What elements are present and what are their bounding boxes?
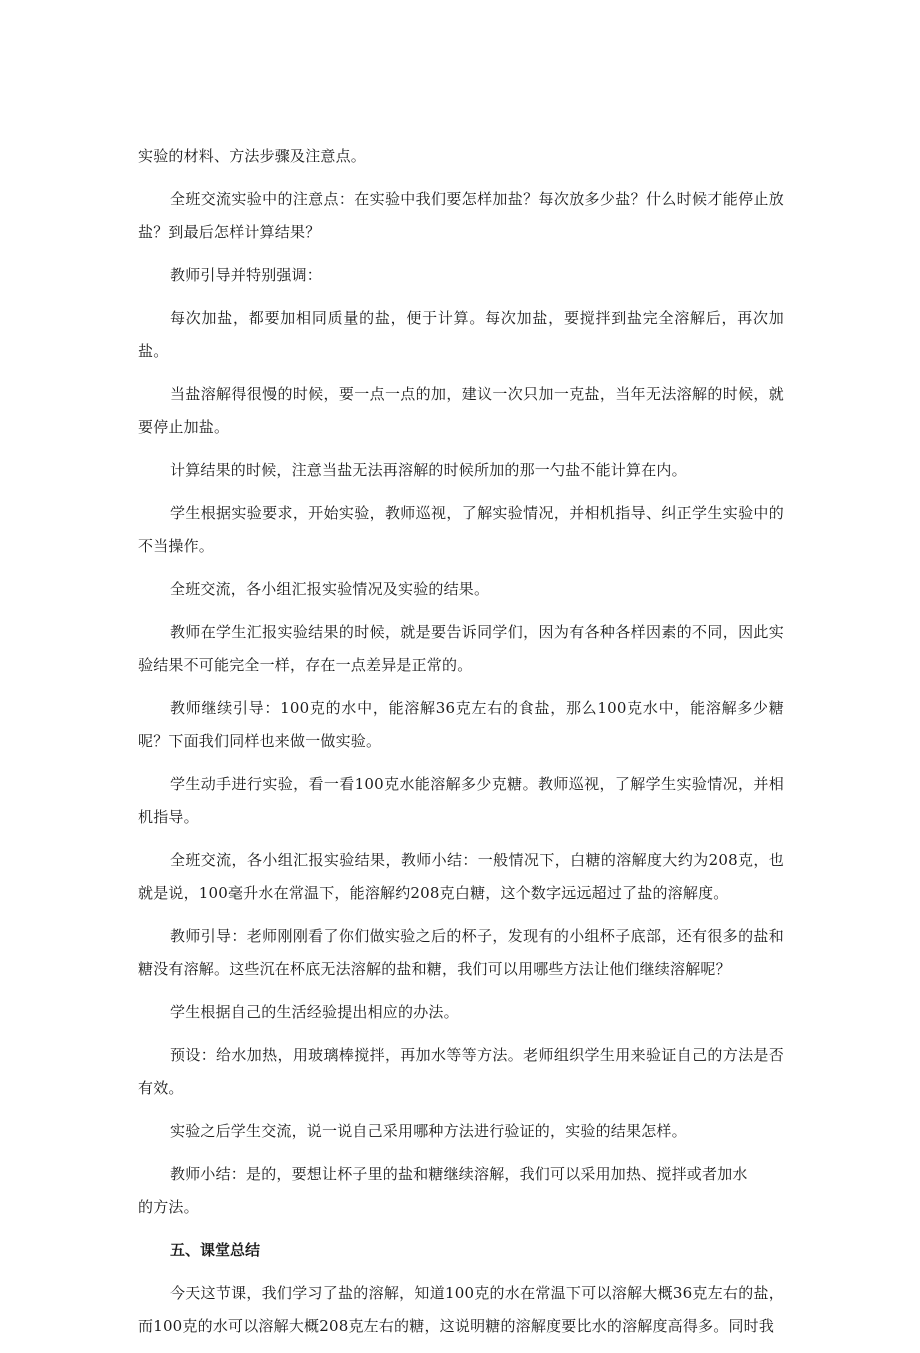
paragraph: 教师小结：是的，要想让杯子里的盐和糖继续溶解，我们可以采用加热、搅拌或者加水: [170, 1165, 748, 1183]
paragraph: 教师继续引导：100克的水中，能溶解36克左右的食盐，那么100克水中，能溶解多少糖呢？下面我们同样也来做一做实验。: [138, 699, 784, 750]
paragraph: 全班交流实验中的注意点：在实验中我们要怎样加盐？每次放多少盐？什么时候才能停止放盐？到最后怎样计算结果？: [138, 190, 784, 241]
document-body: [138, 140, 784, 1353]
paragraph: 预设：给水加热，用玻璃棒搅拌，再加水等等方法。老师组织学生用来验证自己的方法是否有效。: [138, 1046, 784, 1097]
paragraph: 全班交流，各小组汇报实验情况及实验的结果。: [170, 580, 490, 598]
paragraph: 学生根据实验要求，开始实验，教师巡视，了解实验情况，并相机指导、纠正学生实验中的不当操作。: [138, 504, 784, 555]
paragraph: 实验的材料、方法步骤及注意点。: [138, 147, 367, 165]
paragraph: 教师引导：老师刚刚看了你们做实验之后的杯子，发现有的小组杯子底部，还有很多的盐和糖没有溶解。这些沉在杯底无法溶解的盐和糖，我们可以用哪些方法让他们继续溶解呢？: [138, 927, 784, 978]
paragraph: 教师引导并特别强调：: [170, 266, 323, 284]
paragraph: 计算结果的时候，注意当盐无法再溶解的时候所加的那一勺盐不能计算在内。: [170, 461, 687, 479]
paragraph: 每次加盐，都要加相同质量的盐，便于计算。每次加盐，要搅拌到盐完全溶解后，再次加盐。: [138, 309, 784, 360]
paragraph: 实验之后学生交流，说一说自己采用哪种方法进行验证的，实验的结果怎样。: [170, 1122, 687, 1140]
paragraph: 学生根据自己的生活经验提出相应的办法。: [170, 1003, 459, 1021]
paragraph-continuation: 的方法。: [138, 1198, 199, 1216]
section-heading: 五、课堂总结: [170, 1241, 261, 1259]
paragraph: 教师在学生汇报实验结果的时候，就是要告诉同学们，因为有各种各样因素的不同，因此实验结果不可能完全一样，存在一点差异是正常的。: [138, 623, 784, 674]
paragraph: 全班交流，各小组汇报实验结果，教师小结：一般情况下，白糖的溶解度大约为208克，也就是说，100毫升水在常温下，能溶解约208克白糖，这个数字远远超过了盐的溶解度。: [138, 851, 784, 902]
paragraph: 学生动手进行实验，看一看100克水能溶解多少克糖。教师巡视，了解学生实验情况，并相机指导。: [138, 775, 784, 826]
summary-paragraph: 今天这节课，我们学习了盐的溶解，知道100克的水在常温下可以溶解大概36克左右的盐，而100克的水可以溶解大概208克左右的糖，这说明糖的溶解度要比水的溶解度高得多。同时我: [138, 1284, 784, 1335]
paragraph: 当盐溶解得很慢的时候，要一点一点的加，建议一次只加一克盐，当年无法溶解的时候，就要停止加盐。: [138, 385, 784, 436]
